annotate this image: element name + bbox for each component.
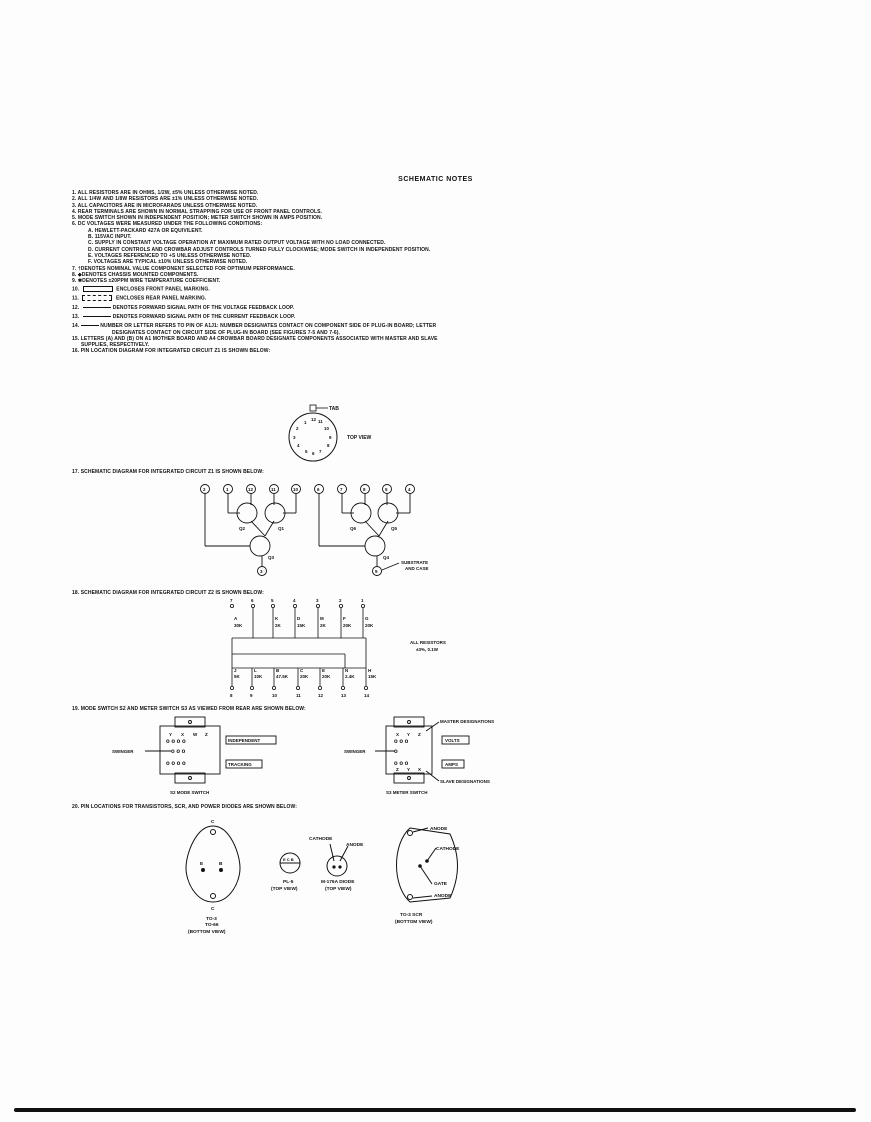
- resistor-value: 5K: [234, 674, 240, 679]
- s2-mode-switch: [110, 714, 300, 800]
- switch-caption: S3 METER SWITCH: [386, 790, 428, 795]
- note-number: 12.: [72, 304, 80, 311]
- note-line: 7. †DENOTES NOMINAL VALUE COMPONENT SELECTED FOR OPTIMUM PERFORMANCE.: [72, 265, 295, 272]
- note-text: DENOTES FORWARD SIGNAL PATH OF THE CURRENT FEEDBACK LOOP.: [112, 314, 296, 320]
- pin-label: 1: [304, 420, 307, 425]
- package-caption: (TOP VIEW): [325, 887, 352, 892]
- note-text: ENCLOSES FRONT PANEL MARKING.: [116, 286, 210, 293]
- note-line: 19. MODE SWITCH S2 AND METER SWITCH S3 AS VIEWED FROM REAR ARE SHOWN BELOW:: [72, 706, 306, 712]
- pin-label: 11: [318, 419, 323, 424]
- pin-label: 12: [318, 693, 324, 698]
- pin-label: 6: [317, 487, 320, 492]
- z2-schematic: [220, 598, 500, 702]
- pin-label: GATE: [434, 882, 447, 887]
- pin-label: 3: [293, 435, 296, 440]
- package-caption: (BOTTOM VIEW): [188, 930, 226, 935]
- note-text: ENCLOSES REAR PANEL MARKING.: [115, 295, 207, 302]
- resistor-letter: H: [368, 668, 372, 673]
- transistor-label: Q2: [239, 526, 246, 531]
- amps-label: AMPS: [445, 762, 459, 767]
- note-line: 9. ✱DENOTES ±20PPM WIRE TEMPERATURE COEFFICIENT.: [72, 278, 221, 285]
- pin-label: B: [219, 862, 223, 867]
- pin-label: 10: [293, 487, 299, 492]
- pin-label: 11: [271, 487, 276, 492]
- note-line: 3. ALL CAPACITORS ARE IN MICROFARADS UNLESS OTHERWISE NOTED.: [72, 202, 258, 209]
- pin-label: 5: [385, 487, 388, 492]
- substrate-label: SUBSTRATE: [401, 560, 429, 565]
- page-bottom-rule: [14, 1108, 856, 1112]
- package-caption: (TOP VIEW): [271, 887, 298, 892]
- pin-label: 6: [251, 598, 254, 603]
- pin-label: 10: [324, 426, 330, 431]
- terminal-label: Z: [418, 732, 421, 737]
- slave-designations-label: SLAVE DESIGNATIONS: [440, 779, 490, 784]
- pin-label: 8: [230, 693, 233, 698]
- resistor-letter: K: [275, 616, 279, 621]
- note-line: 5. MODE SWITCH SHOWN IN INDEPENDENT POSITION; METER SWITCH SHOWN IN AMPS POSITION.: [72, 215, 323, 222]
- resistor-value: 15K: [297, 623, 306, 628]
- resistor-value: 20K: [300, 674, 309, 679]
- terminal-label: X: [418, 767, 422, 772]
- pin-label: 7: [319, 449, 322, 454]
- independent-label: INDEPENDENT: [228, 738, 261, 743]
- note-line: 20. PIN LOCATIONS FOR TRANSISTORS, SCR, AND POWER DIODES ARE SHOWN BELOW:: [72, 804, 297, 810]
- note-line: 16. PIN LOCATION DIAGRAM FOR INTEGRATED CIRCUIT Z1 IS SHOWN BELOW:: [72, 348, 271, 355]
- resistor-value: 2.4K: [345, 674, 355, 679]
- pin-label: 12: [311, 417, 317, 422]
- note-text: DENOTES FORWARD SIGNAL PATH OF THE VOLTAGE FEEDBACK LOOP.: [112, 304, 295, 311]
- pin-label: 4: [297, 443, 300, 448]
- note-sub-line: E. VOLTAGES REFERENCED TO +S UNLESS OTHERWISE NOTED.: [88, 252, 252, 259]
- svg-text:o: o: [394, 749, 398, 755]
- svg-text:o o o: o o o: [171, 749, 186, 755]
- note-line: 4. REAR TERMINALS ARE SHOWN IN NORMAL STRAPPING FOR USE OF FRONT PANEL CONTROLS.: [72, 208, 323, 215]
- note-line: [72, 314, 562, 320]
- note-line: 8. ◆DENOTES CHASSIS MOUNTED COMPONENTS.: [72, 271, 199, 278]
- svg-text:o o o o: o o o o: [166, 761, 186, 767]
- terminal-label: Z: [205, 732, 208, 737]
- swinger-label: SWINGER: [344, 749, 366, 754]
- note-line: [72, 286, 562, 293]
- resistor-letter: N: [345, 668, 349, 673]
- package-caption: M-176A DIODE: [321, 880, 355, 885]
- z1-schematic: [195, 480, 435, 578]
- pin-label: CATHODE: [309, 837, 333, 842]
- note-line: [72, 305, 562, 311]
- resistor-value: 30K: [234, 623, 243, 628]
- svg-text:o o o: o o o: [394, 761, 409, 767]
- pin-label: CATHODE: [436, 847, 460, 852]
- note-sub-line: D. CURRENT CONTROLS AND CROWBAR ADJUST CONTROLS TURNED FULLY CLOCKWISE; MODE SWITCH IN INDEPENDENT POSITION.: [88, 246, 431, 253]
- terminal-label: Y: [407, 732, 411, 737]
- pin-label: 12: [248, 487, 254, 492]
- resistor-letter: J: [234, 668, 237, 673]
- pin-label: ANODE: [434, 894, 452, 899]
- pin-label: 4: [408, 487, 411, 492]
- arrow-symbol: [83, 316, 111, 317]
- notes-list: [72, 190, 562, 355]
- dashed-box-symbol: [82, 295, 112, 301]
- resistor-note: ALL RESISTORS: [410, 640, 446, 645]
- note-number: 10.: [72, 286, 80, 293]
- resistor-letter: B: [276, 668, 280, 673]
- note-text: NUMBER OR LETTER REFERS TO PIN OF A1J1: NUMBER DESIGNATES CONTACT ON COMPONENT SIDE OF PLUG-IN BOARD; LETTER: [100, 323, 437, 330]
- transistor-label: Q1: [278, 526, 285, 531]
- resistor-letter: F: [343, 616, 346, 621]
- svg-text:o o o: o o o: [394, 739, 409, 745]
- transistor-label: Q4: [383, 555, 390, 560]
- pin-label: 1: [226, 487, 229, 492]
- pin-label: 8: [327, 443, 330, 448]
- transistor-label: Q5: [391, 526, 398, 531]
- arrow-symbol: [83, 307, 111, 308]
- package-caption: TO-66: [205, 923, 219, 928]
- pin-label: 10: [272, 693, 278, 698]
- switch-caption: S2 MODE SWITCH: [170, 790, 210, 795]
- pin-label: 13: [341, 693, 347, 698]
- svg-text:o o o o: o o o o: [166, 739, 186, 745]
- note-sub-line: F. VOLTAGES ARE TYPICAL ±10% UNLESS OTHERWISE NOTED.: [88, 259, 248, 266]
- resistor-note: ±3%, 0.1W: [416, 647, 438, 652]
- pin-label: 7: [340, 487, 343, 492]
- pin-label: 5: [271, 598, 274, 603]
- resistor-value: 47.5K: [276, 674, 289, 679]
- note-line: 6. DC VOLTAGES WERE MEASURED UNDER THE FOLLOWING CONDITIONS:: [72, 221, 263, 228]
- swinger-label: SWINGER: [112, 749, 134, 754]
- resistor-letter: M: [320, 616, 324, 621]
- pin-label: E C B: [283, 857, 294, 862]
- terminal-label: W: [193, 732, 198, 737]
- note-line: SUPPLIES, RESPECTIVELY.: [81, 342, 150, 349]
- tab-marker: [310, 405, 316, 411]
- note-number: 11.: [72, 295, 79, 302]
- pin-location-diagram: [280, 402, 400, 464]
- pin-label: 7: [230, 598, 233, 603]
- note-line: 2. ALL 1/4W AND 1/8W RESISTORS ARE ±1% UNLESS OTHERWISE NOTED.: [72, 196, 259, 203]
- s3-meter-switch: [342, 714, 532, 800]
- solid-box-symbol: [83, 286, 113, 292]
- volts-label: VOLTS: [445, 738, 460, 743]
- note-line: 15. LETTERS (A) AND (B) ON A1 MOTHER BOARD AND A4 CROWBAR BOARD DESIGNATE COMPONENTS ASSOCIATED WITH MASTER AND SLAVE: [72, 335, 438, 342]
- pin-label: 2: [296, 426, 299, 431]
- note-line: [72, 295, 562, 302]
- pin-label: 9: [329, 435, 332, 440]
- substrate-label: AND CASE: [405, 566, 429, 571]
- tab-label: TAB: [329, 406, 339, 412]
- resistor-value: 15K: [368, 674, 377, 679]
- package-caption: TO-3: [206, 917, 217, 922]
- pin-label: 1: [361, 598, 364, 603]
- master-designations-label: MASTER DESIGNATIONS: [440, 719, 495, 724]
- resistor-value: 20K: [343, 623, 352, 628]
- pin-label: 2: [339, 598, 342, 603]
- resistor-letter: C: [300, 668, 304, 673]
- pin-label: 3: [316, 598, 319, 603]
- note-sub-line: C. SUPPLY IN CONSTANT VOLTAGE OPERATION AT MAXIMUM RATED OUTPUT VOLTAGE WITH NO LOAD CONNECTED.: [88, 240, 386, 247]
- package-pin-diagrams: [170, 816, 510, 940]
- terminal-label: Y: [169, 732, 173, 737]
- tracking-label: TRACKING: [228, 762, 252, 767]
- resistor-letter: L: [254, 668, 257, 673]
- resistor-letter: E: [322, 668, 326, 673]
- note-number: 13.: [72, 314, 80, 320]
- pin-label: 6: [312, 451, 315, 456]
- pin-label: C: [211, 820, 215, 825]
- transistor-label: Q6: [350, 526, 357, 531]
- pin-label: 9: [250, 693, 253, 698]
- resistor-value: 2K: [320, 623, 326, 628]
- transistor-label: Q3: [268, 555, 275, 560]
- terminal-label: X: [181, 732, 185, 737]
- note-line: 18. SCHEMATIC DIAGRAM FOR INTEGRATED CIRCUIT Z2 IS SHOWN BELOW:: [72, 590, 264, 596]
- pin-label: 3: [260, 569, 263, 574]
- package-caption: TO-3 SCR: [400, 913, 423, 918]
- resistor-letter: G: [365, 616, 369, 621]
- pin-label: 2: [203, 487, 206, 492]
- pin-label: 14: [364, 693, 370, 698]
- pin-label: 8: [363, 487, 366, 492]
- pin-label: ANODE: [430, 827, 448, 832]
- resistor-value: 20K: [365, 623, 374, 628]
- pin-label: 11: [296, 693, 301, 698]
- terminal-label: X: [396, 732, 400, 737]
- pin-label: C: [211, 907, 215, 912]
- note-line: 1. ALL RESISTORS ARE IN OHMS, 1/2W, ±5% UNLESS OTHERWISE NOTED.: [72, 190, 259, 196]
- pin-label: ANODE: [346, 843, 364, 848]
- pin-label: 9: [375, 569, 378, 574]
- package-caption: PL-5: [283, 880, 294, 885]
- package-caption: (BOTTOM VIEW): [395, 920, 433, 925]
- terminal-label: Y: [407, 767, 411, 772]
- note-line: DESIGNATES CONTACT ON CIRCUIT SIDE OF PLUG-IN BOARD (SEE FIGURES 7-5 AND 7-6).: [112, 329, 340, 336]
- view-label: TOP VIEW: [347, 435, 372, 441]
- resistor-value: 2K: [275, 623, 281, 628]
- note-sub-line: B. 115VAC INPUT.: [88, 234, 132, 241]
- page-title: SCHEMATIC NOTES: [398, 176, 473, 183]
- arrow-symbol: [81, 325, 99, 326]
- resistor-letter: A: [234, 616, 238, 621]
- note-line: 17. SCHEMATIC DIAGRAM FOR INTEGRATED CIRCUIT Z1 IS SHOWN BELOW:: [72, 469, 264, 475]
- pin-label: 4: [293, 598, 296, 603]
- terminal-label: Z: [396, 767, 399, 772]
- resistor-value: 20K: [322, 674, 331, 679]
- note-number: 14.: [72, 323, 80, 330]
- resistor-letter: D: [297, 616, 301, 621]
- pin-label: 5: [305, 449, 308, 454]
- pin-label: E: [200, 862, 204, 867]
- note-sub-line: A. HEWLETT-PACKARD 427A OR EQUIVILENT.: [88, 227, 203, 234]
- resistor-value: 10K: [254, 674, 263, 679]
